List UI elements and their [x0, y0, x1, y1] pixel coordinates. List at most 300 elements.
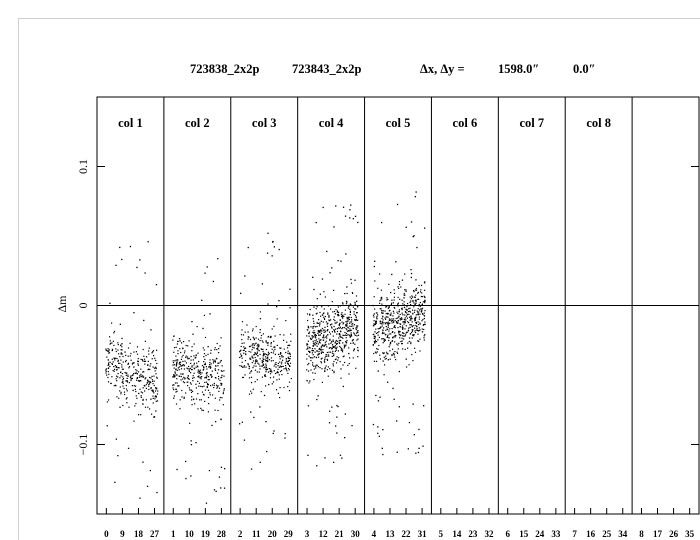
title-dy: 0.0″ — [573, 62, 596, 76]
data-point — [137, 354, 138, 355]
data-point — [257, 345, 258, 346]
data-point — [313, 379, 314, 380]
outlier-point — [377, 433, 378, 434]
data-point — [115, 385, 116, 386]
data-point — [192, 369, 193, 370]
data-point — [422, 331, 423, 332]
data-point — [122, 379, 123, 380]
data-point — [130, 355, 131, 356]
outlier-point — [268, 384, 269, 385]
data-point — [111, 376, 112, 377]
data-point — [348, 308, 349, 309]
data-point — [141, 395, 142, 396]
outlier-point — [251, 382, 252, 383]
data-point — [387, 335, 388, 336]
data-point — [176, 360, 177, 361]
data-point — [116, 380, 117, 381]
data-point — [248, 339, 249, 340]
data-point — [271, 371, 272, 372]
outlier-point — [250, 412, 251, 413]
data-point — [335, 323, 336, 324]
data-point — [183, 377, 184, 378]
data-point — [388, 337, 389, 338]
data-point — [181, 390, 182, 391]
outlier-point — [420, 308, 421, 309]
column-label: col 4 — [318, 116, 344, 130]
data-point — [338, 314, 339, 315]
data-point — [272, 349, 273, 350]
data-point — [330, 333, 331, 334]
data-point — [399, 299, 400, 300]
data-point — [315, 334, 316, 335]
data-point — [223, 404, 224, 405]
data-point — [217, 373, 218, 374]
data-point — [107, 377, 108, 378]
data-point — [180, 399, 181, 400]
data-point — [346, 342, 347, 343]
data-point — [376, 333, 377, 334]
data-point — [333, 336, 334, 337]
outlier-point — [280, 348, 281, 349]
outlier-point — [267, 233, 268, 234]
data-point — [315, 342, 316, 343]
outlier-point — [130, 246, 131, 247]
data-point — [173, 352, 174, 353]
y-tick-label: 0 — [76, 302, 90, 309]
data-point — [315, 352, 316, 353]
data-point — [281, 355, 282, 356]
data-point — [404, 319, 405, 320]
data-point — [319, 324, 320, 325]
data-point — [412, 321, 413, 322]
data-point — [222, 365, 223, 366]
data-point — [139, 375, 140, 376]
data-point — [130, 380, 131, 381]
data-point — [151, 390, 152, 391]
data-point — [329, 348, 330, 349]
y-tick-label: −0.1 — [76, 433, 90, 456]
data-point — [174, 368, 175, 369]
data-point — [251, 393, 252, 394]
data-point — [180, 364, 181, 365]
data-point — [394, 351, 395, 352]
outlier-point — [423, 405, 424, 406]
data-point — [424, 322, 425, 323]
outlier-point — [402, 343, 403, 344]
data-point — [264, 375, 265, 376]
data-point — [208, 379, 209, 380]
data-point — [118, 398, 119, 399]
outlier-point — [214, 489, 215, 490]
data-point — [306, 358, 307, 359]
data-point — [221, 375, 222, 376]
data-point — [278, 354, 279, 355]
data-point — [204, 359, 205, 360]
data-point — [183, 381, 184, 382]
data-point — [354, 319, 355, 320]
data-point — [420, 291, 421, 292]
outlier-point — [258, 345, 259, 346]
data-point — [173, 389, 174, 390]
data-point — [153, 392, 154, 393]
outlier-point — [309, 380, 310, 381]
data-point — [313, 323, 314, 324]
data-point — [267, 361, 268, 362]
data-point — [346, 303, 347, 304]
data-point — [341, 316, 342, 317]
outlier-point — [133, 312, 134, 313]
outlier-point — [415, 279, 416, 280]
data-point — [287, 361, 288, 362]
data-point — [354, 324, 355, 325]
data-point — [203, 356, 204, 357]
data-point — [309, 356, 310, 357]
outlier-point — [119, 407, 120, 408]
column-label: col 5 — [385, 116, 411, 130]
data-point — [250, 371, 251, 372]
data-point — [422, 314, 423, 315]
data-point — [114, 359, 115, 360]
data-point — [412, 334, 413, 335]
data-point — [135, 403, 136, 404]
x-tick-label: 23 — [468, 529, 478, 539]
outlier-point — [244, 440, 245, 441]
data-point — [382, 329, 383, 330]
data-point — [377, 349, 378, 350]
data-point — [381, 310, 382, 311]
data-point — [117, 376, 118, 377]
data-point — [176, 364, 177, 365]
data-point — [325, 316, 326, 317]
data-point — [253, 337, 254, 338]
data-point — [355, 304, 356, 305]
data-point — [152, 351, 153, 352]
data-point — [313, 346, 314, 347]
data-point — [381, 308, 382, 309]
data-point — [354, 344, 355, 345]
data-point — [398, 303, 399, 304]
outlier-point — [240, 293, 241, 294]
outlier-point — [202, 328, 203, 329]
data-point — [206, 375, 207, 376]
data-point — [208, 390, 209, 391]
x-tick-label: 6 — [505, 529, 510, 539]
data-point — [127, 376, 128, 377]
data-point — [337, 360, 338, 361]
data-point — [374, 296, 375, 297]
outlier-point — [345, 253, 346, 254]
data-point — [259, 372, 260, 373]
data-point — [250, 391, 251, 392]
data-point — [193, 355, 194, 356]
data-point — [202, 365, 203, 366]
data-point — [416, 326, 417, 327]
data-point — [223, 370, 224, 371]
data-point — [187, 345, 188, 346]
data-point — [208, 376, 209, 377]
outlier-point — [402, 280, 403, 281]
data-point — [246, 324, 247, 325]
data-point — [245, 332, 246, 333]
data-point — [174, 347, 175, 348]
data-point — [181, 376, 182, 377]
x-tick-label: 1 — [171, 529, 176, 539]
data-point — [179, 408, 180, 409]
outlier-point — [335, 313, 336, 314]
data-point — [402, 329, 403, 330]
data-point — [393, 336, 394, 337]
data-point — [355, 309, 356, 310]
data-point — [223, 376, 224, 377]
data-point — [271, 336, 272, 337]
data-point — [310, 338, 311, 339]
data-point — [322, 349, 323, 350]
data-point — [315, 366, 316, 367]
data-point — [186, 345, 187, 346]
data-point — [277, 318, 278, 319]
data-point — [351, 283, 352, 284]
data-point — [125, 361, 126, 362]
data-point — [184, 378, 185, 379]
data-point — [353, 307, 354, 308]
outlier-point — [418, 429, 419, 430]
outlier-point — [267, 253, 268, 254]
data-point — [194, 363, 195, 364]
data-point — [207, 386, 208, 387]
data-point — [279, 379, 280, 380]
data-point — [412, 300, 413, 301]
data-point — [287, 386, 288, 387]
data-point — [122, 405, 123, 406]
outlier-point — [173, 384, 174, 385]
outlier-point — [376, 323, 377, 324]
data-point — [256, 326, 257, 327]
data-point — [312, 352, 313, 353]
outlier-point — [413, 404, 414, 405]
outlier-point — [267, 303, 268, 304]
data-point — [240, 354, 241, 355]
data-point — [317, 341, 318, 342]
data-point — [381, 290, 382, 291]
data-point — [326, 346, 327, 347]
x-tick-label: 30 — [350, 529, 360, 539]
data-point — [379, 300, 380, 301]
data-point — [115, 365, 116, 366]
data-point — [402, 309, 403, 310]
data-point — [316, 308, 317, 309]
data-point — [157, 390, 158, 391]
outlier-point — [329, 411, 330, 412]
data-point — [324, 362, 325, 363]
data-point — [405, 312, 406, 313]
x-tick-label: 31 — [417, 529, 427, 539]
data-point — [139, 377, 140, 378]
data-point — [351, 317, 352, 318]
data-point — [337, 347, 338, 348]
data-point — [275, 367, 276, 368]
data-point — [344, 362, 345, 363]
data-point — [317, 365, 318, 366]
data-point — [374, 343, 375, 344]
data-point — [204, 382, 205, 383]
outlier-point — [272, 255, 273, 256]
outlier-point — [285, 433, 286, 434]
data-point — [322, 337, 323, 338]
data-point — [394, 299, 395, 300]
data-point — [255, 381, 256, 382]
data-point — [333, 371, 334, 372]
data-point — [109, 336, 110, 337]
data-point — [142, 375, 143, 376]
outlier-point — [148, 241, 149, 242]
data-point — [289, 365, 290, 366]
data-point — [421, 308, 422, 309]
data-point — [312, 336, 313, 337]
data-point — [283, 356, 284, 357]
data-point — [412, 297, 413, 298]
data-point — [413, 325, 414, 326]
data-point — [150, 363, 151, 364]
x-tick-label: 2 — [237, 529, 243, 539]
data-point — [378, 328, 379, 329]
data-point — [266, 341, 267, 342]
data-point — [312, 328, 313, 329]
data-point — [338, 327, 339, 328]
data-point — [350, 311, 351, 312]
data-point — [154, 385, 155, 386]
data-point — [350, 314, 351, 315]
data-point — [196, 363, 197, 364]
data-point — [277, 371, 278, 372]
data-point — [270, 343, 271, 344]
data-point — [327, 329, 328, 330]
data-point — [414, 330, 415, 331]
data-point — [204, 349, 205, 350]
data-point — [206, 369, 207, 370]
data-point — [177, 341, 178, 342]
data-point — [393, 321, 394, 322]
data-point — [218, 376, 219, 377]
data-point — [201, 372, 202, 373]
outlier-point — [248, 247, 249, 248]
outlier-point — [204, 273, 205, 274]
data-point — [312, 337, 313, 338]
x-tick-label: 25 — [602, 529, 612, 539]
outlier-point — [424, 228, 425, 229]
data-point — [144, 390, 145, 391]
data-point — [412, 329, 413, 330]
data-point — [384, 374, 385, 375]
data-point — [334, 326, 335, 327]
data-point — [332, 351, 333, 352]
data-point — [137, 363, 138, 364]
data-point — [215, 398, 216, 399]
data-point — [148, 350, 149, 351]
data-point — [183, 364, 184, 365]
data-point — [172, 385, 173, 386]
outlier-point — [418, 452, 419, 453]
outlier-point — [343, 207, 344, 208]
data-point — [200, 374, 201, 375]
data-point — [335, 309, 336, 310]
data-point — [194, 377, 195, 378]
data-point — [268, 352, 269, 353]
data-point — [381, 318, 382, 319]
data-point — [315, 373, 316, 374]
title-dx: 1598.0″ — [498, 62, 540, 76]
outlier-point — [324, 371, 325, 372]
outlier-point — [262, 283, 263, 284]
data-point — [116, 369, 117, 370]
data-point — [244, 350, 245, 351]
data-point — [374, 338, 375, 339]
data-point — [131, 375, 132, 376]
outlier-point — [349, 209, 350, 210]
data-point — [187, 382, 188, 383]
data-point — [257, 355, 258, 356]
data-point — [321, 306, 322, 307]
outlier-point — [108, 368, 109, 369]
data-point — [240, 350, 241, 351]
data-point — [389, 320, 390, 321]
outlier-point — [383, 338, 384, 339]
data-point — [175, 356, 176, 357]
data-point — [347, 293, 348, 294]
data-point — [400, 331, 401, 332]
data-point — [116, 367, 117, 368]
data-point — [191, 399, 192, 400]
data-point — [424, 318, 425, 319]
data-point — [333, 361, 334, 362]
data-point — [424, 300, 425, 301]
data-point — [114, 371, 115, 372]
data-point — [270, 370, 271, 371]
outlier-point — [391, 354, 392, 355]
data-point — [349, 328, 350, 329]
data-point — [398, 331, 399, 332]
data-point — [394, 307, 395, 308]
data-point — [176, 374, 177, 375]
data-point — [108, 351, 109, 352]
data-point — [202, 386, 203, 387]
data-point — [217, 365, 218, 366]
outlier-point — [399, 406, 400, 407]
data-point — [191, 384, 192, 385]
data-point — [374, 280, 375, 281]
data-point — [354, 302, 355, 303]
data-point — [152, 358, 153, 359]
x-tick-label: 12 — [318, 529, 328, 539]
x-tick-label: 14 — [452, 529, 462, 539]
data-point — [349, 319, 350, 320]
data-point — [122, 386, 123, 387]
data-point — [358, 335, 359, 336]
outlier-point — [179, 338, 180, 339]
data-point — [120, 393, 121, 394]
data-point — [258, 346, 259, 347]
data-point — [255, 366, 256, 367]
data-point — [129, 382, 130, 383]
data-point — [382, 323, 383, 324]
data-point — [313, 330, 314, 331]
data-point — [388, 325, 389, 326]
data-point — [334, 311, 335, 312]
data-point — [197, 408, 198, 409]
data-point — [176, 365, 177, 366]
data-point — [173, 336, 174, 337]
data-point — [373, 323, 374, 324]
data-point — [321, 321, 322, 322]
